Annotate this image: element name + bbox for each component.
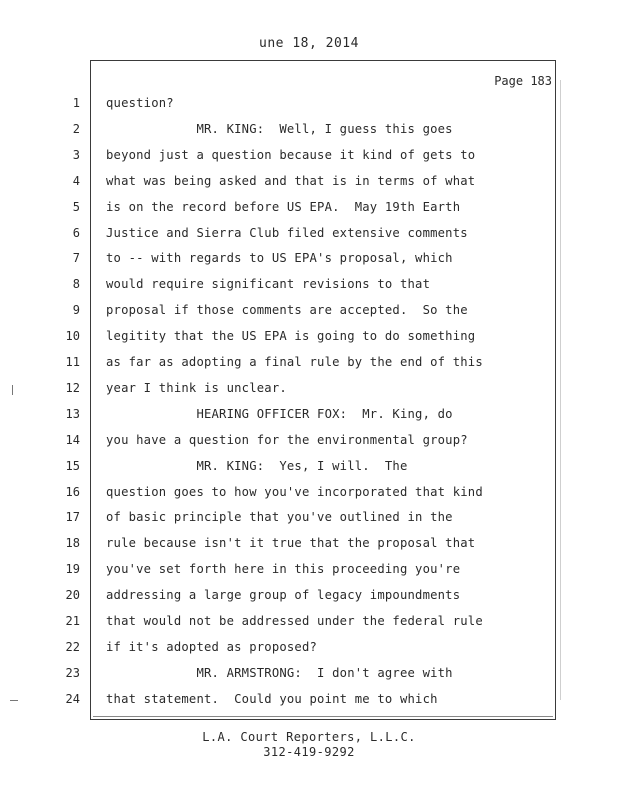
scan-mark [560,80,561,700]
transcript-line: legitity that the US EPA is going to do something [106,329,476,344]
transcript-line: as far as adopting a final rule by the end of this [106,355,483,369]
line-number: 15 [65,458,80,473]
line-number: 11 [65,355,80,369]
transcript-line: would require significant revisions to that [106,277,431,292]
scan-mark [10,700,18,701]
footer [0,730,618,760]
transcript-line: you have a question for the environmental group? [106,432,468,447]
transcript-line: addressing a large group of legacy impoundments [106,588,461,603]
line-number: 21 [65,614,80,628]
transcript-line: is on the record before US EPA. May 19th Earth [106,199,461,214]
transcript-line: question? [106,96,174,110]
line-number: 22 [65,639,80,654]
line-number: 1 [72,96,80,110]
transcript-line: HEARING OFFICER FOX: Mr. King, do [106,406,453,421]
transcript-line: what was being asked and that is in terms of what [106,173,476,188]
scan-mark [12,385,13,395]
transcript-line: that would not be addressed under the federal rule [106,614,483,628]
transcript-line: of basic principle that you've outlined in the [106,510,453,525]
transcript-line: Justice and Sierra Club filed extensive comments [106,225,468,240]
line-number: 10 [65,329,80,344]
line-number: 4 [72,173,80,188]
transcript-line: year I think is unclear. [106,380,287,395]
transcript-line: proposal if those comments are accepted. So the [106,303,468,318]
transcript-line: question goes to how you've incorporated that kind [106,484,483,499]
line-number: 6 [72,225,80,240]
line-number: 3 [72,147,80,162]
frame-bottom-rule [93,716,553,717]
line-number: 23 [65,665,80,680]
line-number: 2 [72,121,80,136]
line-number: 5 [72,199,80,214]
line-number: 16 [65,484,80,499]
page-number-label: Page 183 [494,74,552,88]
footer-phone: 312-419-9292 [263,745,355,759]
transcript-line: MR. ARMSTRONG: I don't agree with [106,665,453,680]
line-number: 18 [65,536,80,551]
transcript-line: rule because isn't it true that the proposal that [106,536,476,551]
transcript-line: to -- with regards to US EPA's proposal, which [106,251,453,266]
line-number: 9 [72,303,80,318]
line-number: 19 [65,562,80,577]
line-number: 12 [65,380,80,395]
transcript-line: if it's adopted as proposed? [106,639,318,654]
line-number: 24 [65,691,80,706]
line-number: 20 [65,588,80,603]
line-number: 17 [65,510,80,525]
line-number: 14 [65,432,80,447]
line-number: 7 [72,251,80,266]
transcript-line: beyond just a question because it kind of gets to [106,147,476,162]
transcript-line: MR. KING: Yes, I will. The [106,458,408,473]
transcript-line: you've set forth here in this proceeding you're [106,562,461,577]
footer-reporter-name: L.A. Court Reporters, L.L.C. [202,730,416,744]
line-number: 13 [65,406,80,421]
line-number: 8 [72,277,80,292]
transcript-line: MR. KING: Well, I guess this goes [106,121,453,136]
header-date: une 18, 2014 [259,36,359,51]
transcript-line: that statement. Could you point me to which [106,691,438,706]
